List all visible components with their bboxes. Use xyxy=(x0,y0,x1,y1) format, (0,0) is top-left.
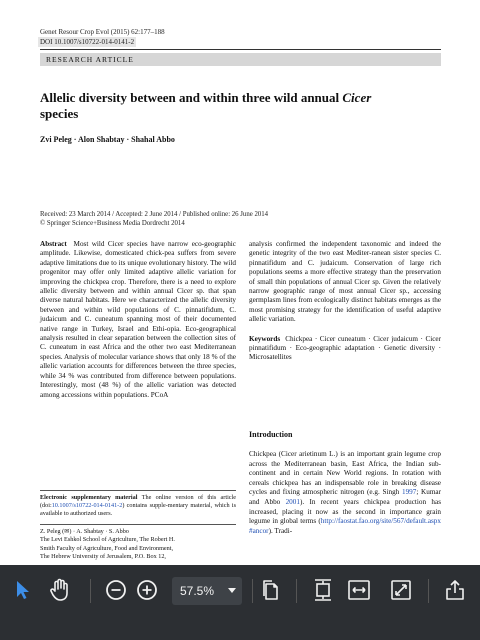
citation-link[interactable]: 2001 xyxy=(285,497,300,506)
hand-icon xyxy=(49,578,71,602)
abstract-left-column xyxy=(40,240,236,400)
fit-width-button[interactable] xyxy=(344,565,374,615)
introduction-heading: Introduction xyxy=(249,430,293,439)
fit-height-button[interactable] xyxy=(308,565,338,615)
toolbar-separator xyxy=(296,579,297,603)
share-icon xyxy=(444,578,466,602)
keywords-text: Chickpea · Cicer cuneatum · Cicer judaicum · Cicer pinnatifidum · Eco-geographic adaptation · Genetic diversity · Microsatellites xyxy=(249,334,442,362)
citation-link[interactable]: 1997 xyxy=(401,488,417,497)
zoom-in-button[interactable] xyxy=(133,565,161,615)
zoom-level-select[interactable]: 57.5% xyxy=(172,577,242,605)
zoom-out-icon xyxy=(105,579,127,601)
article-type: RESEARCH ARTICLE xyxy=(46,55,134,64)
abstract-text-left: Most wild Cicer species have narrow eco-geographic amplitude. Likewise, domesticated chick-pea suffers from severe adaptive limitations due to its unique evolutionary history. The wild progenitor may offer only limited adaptive allelic variation for improving the chickpea crop. Therefore, there is a need to explore allelic diversity between and within annual Cicer sp. that span diverse natural habitats. Here we characterized the allelic diversity between and within wild populations of C. pinnatifidum, C. judaicum and C. cuneatum spanning most of their documented native range in Turkey, Israel and Ethi-opia. Eco-geographical analysis resulted in clear separation between the collection sites of C. cuneatum in east Africa and the other two east Mediterranean species. Analysis of molecular variance shows that only 18 % of the allelic variation accounts for differences between the three species, while 34 % was contributed from difference between populations. Interestingly, most (48 %) of the allelic variation was detected among accessions within populations. PCoA xyxy=(40,240,236,399)
zoom-in-icon xyxy=(136,579,158,601)
chevron-down-icon xyxy=(228,588,236,593)
keywords-heading: Keywords xyxy=(249,334,281,343)
journal-header xyxy=(40,27,165,47)
publication-dates xyxy=(40,210,268,228)
fit-height-icon xyxy=(312,578,334,602)
supplementary-note: Electronic supplementary material The online version of this article (doi:10.1007/s10722-014-0141-2) contains supple-mentary material, which is available to authorized users. xyxy=(40,494,236,518)
cursor-icon xyxy=(13,579,33,601)
header-rule xyxy=(40,49,441,50)
faostat-link[interactable]: http://faostat.fao.org/site/567/default.aspx#ancor xyxy=(249,517,441,535)
footnote-rule xyxy=(40,490,236,491)
share-button[interactable] xyxy=(440,565,470,615)
abstract-heading: Abstract xyxy=(40,240,67,248)
abstract-right-column xyxy=(249,240,441,363)
journal-citation: Genet Resour Crop Evol (2015) 62:177–188 xyxy=(40,28,165,36)
fullscreen-button[interactable] xyxy=(386,565,416,615)
article-type-band xyxy=(40,53,441,66)
zoom-out-button[interactable] xyxy=(102,565,130,615)
introduction-text: Chickpea (Cicer arietinum L.) is an important grain legume crop across the Mediterranean basin, East Africa, the Indian sub-continent and in certain New World regions. In rotation with cereals chickpea has an indispensable role in breaking disease cycles and fixing atmospheric nitrogen (e.g. Singh 1997; Kumar and Abbo 2001). In recent years chickpea production has increased, placing it now as the second in importance grain legume in global terms (http://faostat.fao.org/site/567/default.aspx#ancor). Tradi- xyxy=(249,450,441,535)
expand-icon xyxy=(390,579,412,601)
author-address: Z. Peleg (✉) · A. Shabtay · S. Abbo The Levi Eshkol School of Agriculture, The Robert H. Smith Faculty of Agriculture, Food and Environment, The Hebrew University of Jerusalem, P.O. Box 12, xyxy=(40,528,175,561)
authors: Zvi Peleg · Alon Shabtay · Shahal Abbo xyxy=(40,135,175,144)
abstract-text-right: analysis confirmed the independent taxonomic and indeed the genetic integrity of the two east Mediter-ranean sister species C. pinnatifidum and C. judaicum. Conservation of large rich populations seems a more effective strategy than the preservation of small thin populations of annual Cicer sp. Given the relatively narrow geographic range of most annual Cicer sp., accessing germplasm lines from ecologically distinct habitats emerges as the most promising strategy for the identification of useful adaptive allelic variation. xyxy=(249,240,441,324)
toolbar-separator xyxy=(428,579,429,603)
hand-tool-button[interactable] xyxy=(44,565,76,615)
supplementary-doi-link[interactable]: 10.1007/s10722-014-0141-2 xyxy=(51,502,123,510)
article-title: Allelic diversity between and within three wild annual Cicer species xyxy=(40,90,372,121)
toolbar-separator xyxy=(252,579,253,603)
viewer-toolbar xyxy=(0,565,480,640)
received-line: Received: 23 March 2014 / Accepted: 2 June 2014 / Published online: 26 June 2014 xyxy=(40,211,269,218)
toolbar-separator xyxy=(90,579,91,603)
fit-width-icon xyxy=(347,579,371,601)
pages-icon xyxy=(261,579,281,601)
copyright-line: © Springer Science+Business Media Dordrecht 2014 xyxy=(40,220,185,227)
page-view-button[interactable] xyxy=(258,565,284,615)
address-rule xyxy=(40,524,236,525)
doi: DOI 10.1007/s10722-014-0141-2 xyxy=(40,38,135,46)
select-tool-button[interactable] xyxy=(8,565,38,615)
